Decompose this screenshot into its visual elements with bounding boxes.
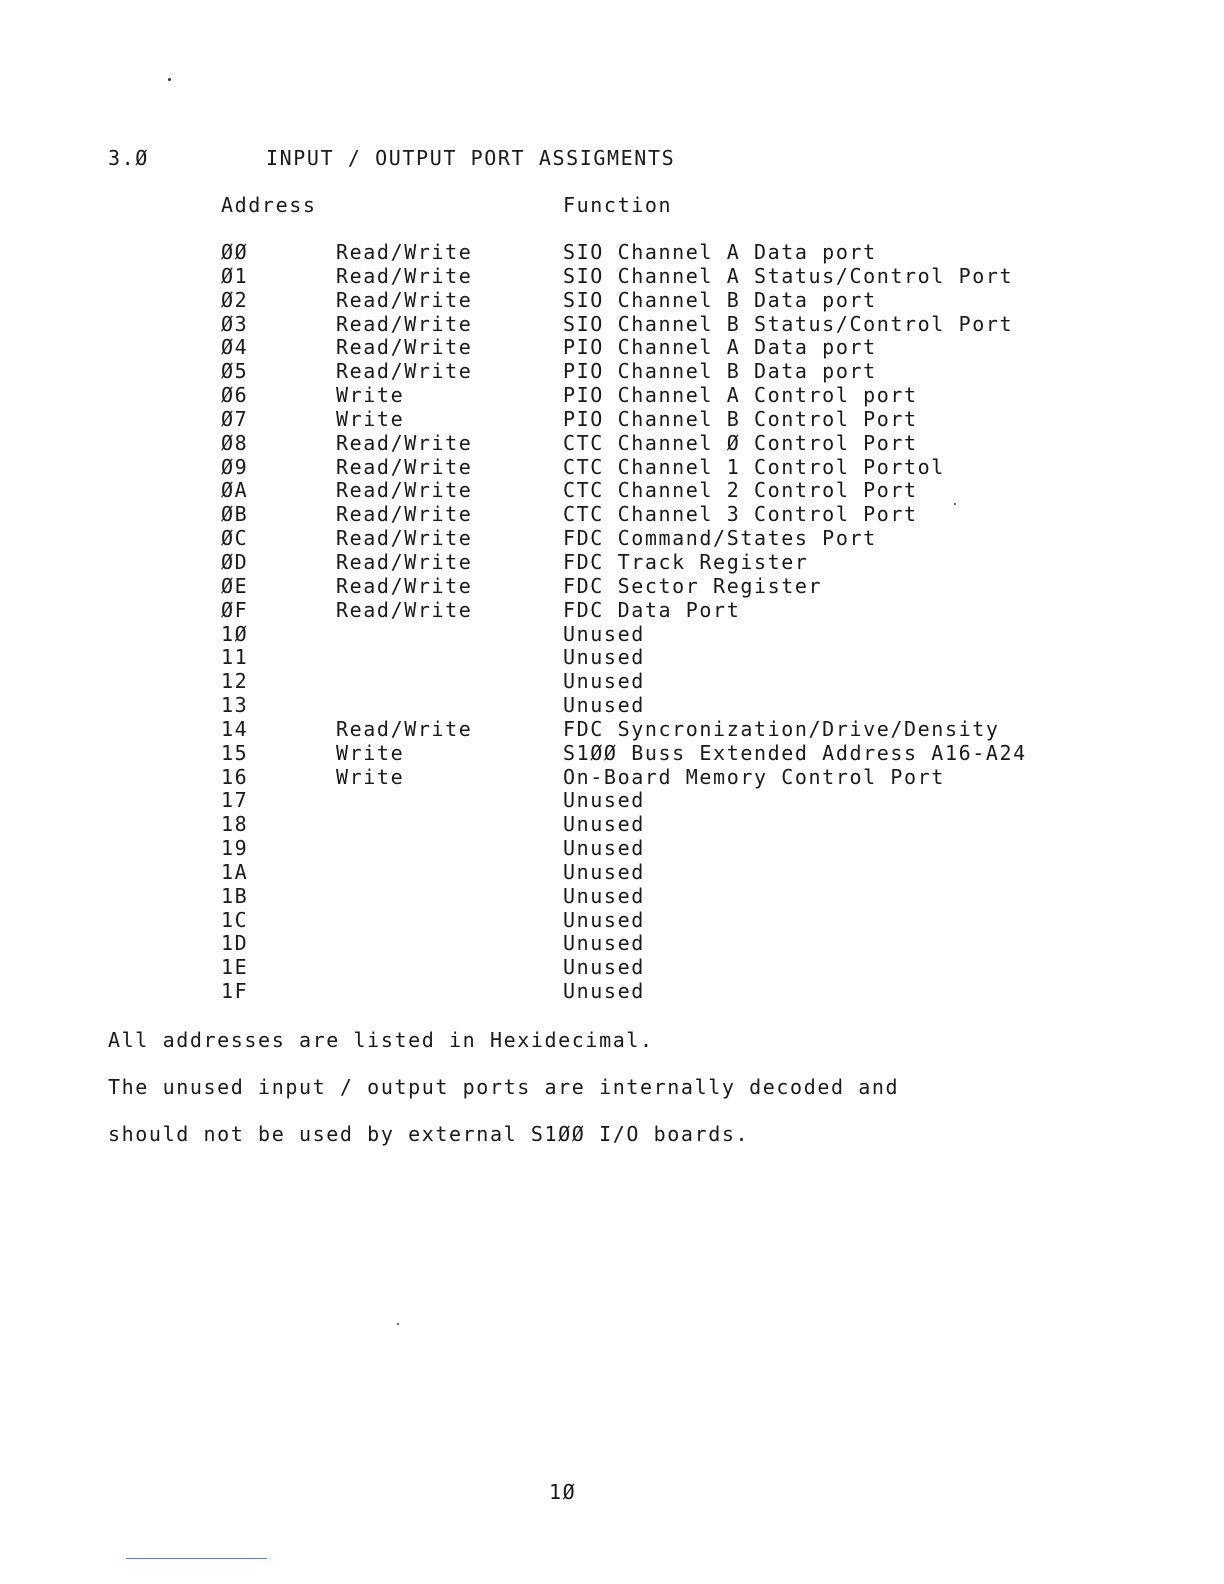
table-row [221,455,1121,479]
port-address: Ø4 [221,335,249,360]
port-access-mode: Read/Write [336,263,473,288]
table-row [221,312,1121,336]
port-access-mode: Write [336,383,405,408]
table-row [221,502,1121,526]
port-address: Ø6 [221,383,249,408]
port-address: 19 [221,836,249,861]
port-access-mode: Read/Write [336,454,473,479]
port-function: CTC Channel 1 Control Portol [563,454,945,479]
port-function: FDC Syncronization/Drive/Density [563,716,1000,741]
table-row [221,979,1121,1003]
table-row [221,955,1121,979]
port-access-mode: Read/Write [336,573,473,598]
port-address: 17 [221,788,249,813]
table-row [221,288,1121,312]
scan-speck [397,1323,399,1325]
port-address: Ø9 [221,454,249,479]
port-function: Unused [563,955,645,980]
port-address: 1E [221,955,249,980]
port-address: 16 [221,764,249,789]
table-row [221,741,1121,765]
port-function: SIO Channel B Data port [563,287,877,312]
port-assignment-table [221,240,1121,1003]
table-row [221,645,1121,669]
port-function: Unused [563,883,645,908]
port-function: SIO Channel B Status/Control Port [563,311,1014,336]
scan-speck [954,503,956,505]
port-address: Ø2 [221,287,249,312]
table-row [221,693,1121,717]
port-function: Unused [563,907,645,932]
port-function: Unused [563,836,645,861]
note-unused-ports-line-1: The unused input / output ports are internally decoded and [108,1075,900,1099]
port-address: ØF [221,597,249,622]
section-number: 3.Ø [108,146,149,170]
table-row [221,884,1121,908]
note-unused-ports-line-2: should not be used by external S1ØØ I/O boards. [108,1122,750,1146]
port-function: Unused [563,621,645,646]
table-row [221,407,1121,431]
port-access-mode: Read/Write [336,526,473,551]
port-access-mode: Read/Write [336,287,473,312]
port-address: Ø8 [221,430,249,455]
port-function: CTC Channel 3 Control Port [563,502,918,527]
port-function: FDC Track Register [563,549,809,574]
port-address: 14 [221,716,249,741]
table-row [221,788,1121,812]
port-function: Unused [563,693,645,718]
table-row [221,431,1121,455]
port-access-mode: Read/Write [336,240,473,264]
port-address: Ø7 [221,406,249,431]
port-access-mode: Write [336,740,405,765]
table-row [221,860,1121,884]
port-address: ØØ [221,240,249,264]
table-row [221,622,1121,646]
port-address: ØE [221,573,249,598]
table-row [221,383,1121,407]
port-address: ØC [221,526,249,551]
port-function: CTC Channel Ø Control Port [563,430,918,455]
port-function: Unused [563,931,645,956]
port-address: 12 [221,669,249,694]
column-header-address: Address [221,193,317,217]
table-row [221,264,1121,288]
port-address: 11 [221,645,249,670]
port-access-mode: Read/Write [336,335,473,360]
port-access-mode: Read/Write [336,430,473,455]
port-access-mode: Read/Write [336,359,473,384]
port-address: Ø5 [221,359,249,384]
table-row [221,908,1121,932]
port-address: ØB [221,502,249,527]
port-address: Ø1 [221,263,249,288]
port-address: 1C [221,907,249,932]
port-access-mode: Read/Write [336,716,473,741]
bottom-rule [126,1558,267,1559]
port-address: 1F [221,979,249,1004]
port-address: ØA [221,478,249,503]
port-address: 1D [221,931,249,956]
port-address: 1Ø [221,621,249,646]
port-function: SIO Channel A Data port [563,240,877,264]
port-function: Unused [563,859,645,884]
scan-speck [168,78,171,81]
table-row [221,526,1121,550]
table-row [221,836,1121,860]
port-function: FDC Command/States Port [563,526,877,551]
table-row [221,550,1121,574]
port-access-mode: Read/Write [336,311,473,336]
section-title: INPUT / OUTPUT PORT ASSIGMENTS [266,146,676,170]
port-access-mode: Read/Write [336,502,473,527]
port-function: FDC Sector Register [563,573,823,598]
port-address: 1A [221,859,249,884]
table-row [221,812,1121,836]
table-row [221,335,1121,359]
port-function: Unused [563,979,645,1004]
port-access-mode: Read/Write [336,478,473,503]
port-function: CTC Channel 2 Control Port [563,478,918,503]
port-function: PIO Channel B Control Port [563,406,918,431]
table-row [221,359,1121,383]
port-address: Ø3 [221,311,249,336]
column-header-function: Function [563,193,673,217]
port-function: On-Board Memory Control Port [563,764,945,789]
port-address: ØD [221,549,249,574]
port-address: 15 [221,740,249,765]
port-function: Unused [563,788,645,813]
table-row [221,931,1121,955]
table-row [221,717,1121,741]
port-access-mode: Read/Write [336,597,473,622]
port-function: Unused [563,669,645,694]
note-hexadecimal: All addresses are listed in Hexidecimal. [108,1028,654,1052]
port-address: 13 [221,693,249,718]
table-row [221,598,1121,622]
table-row [221,765,1121,789]
port-function: S1ØØ Buss Extended Address A16-A24 [563,740,1027,765]
port-function: PIO Channel A Control port [563,383,918,408]
page-number: 1Ø [549,1480,577,1504]
port-function: Unused [563,812,645,837]
table-row [221,240,1121,264]
table-row [221,669,1121,693]
table-row [221,574,1121,598]
port-function: PIO Channel B Data port [563,359,877,384]
port-access-mode: Write [336,406,405,431]
port-function: SIO Channel A Status/Control Port [563,263,1014,288]
port-access-mode: Write [336,764,405,789]
port-function: FDC Data Port [563,597,741,622]
port-function: PIO Channel A Data port [563,335,877,360]
port-address: 18 [221,812,249,837]
port-access-mode: Read/Write [336,549,473,574]
port-address: 1B [221,883,249,908]
port-function: Unused [563,645,645,670]
table-row [221,478,1121,502]
